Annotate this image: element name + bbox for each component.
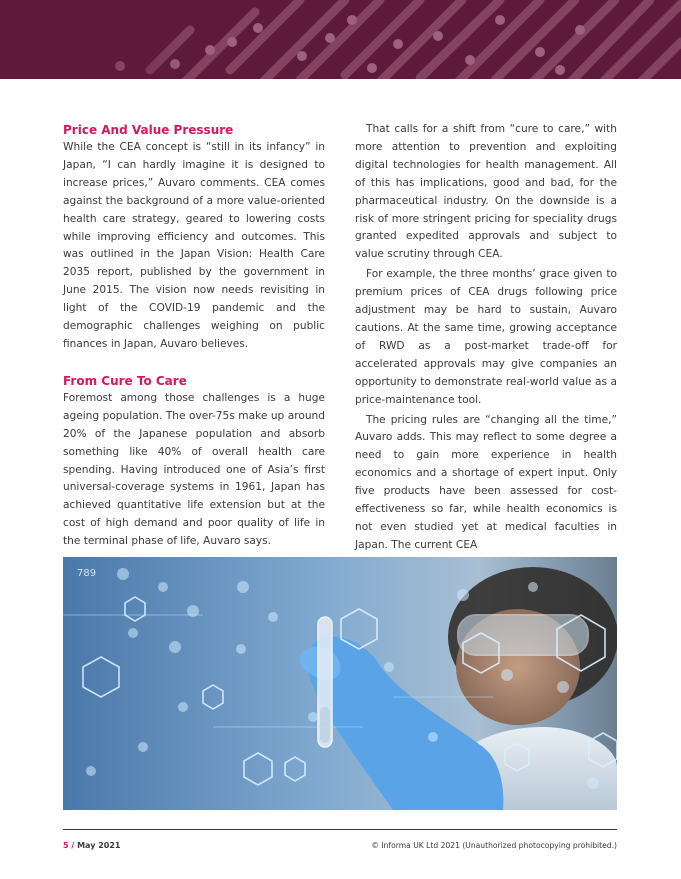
copyright-notice: © Informa UK Ltd 2021 (Unauthorized photocopying prohibited.) xyxy=(371,841,617,850)
photo-overlay-number: 789 xyxy=(77,568,97,579)
scientist-test-tube-photo xyxy=(63,557,617,810)
page-number: 5 xyxy=(63,841,69,850)
article-paragraph: For example, the three months’ grace given to premium prices of CEA drugs following price adjustment may be hard to sustain, Auvaro cautions. At the same time, growing acceptance of RWD as a post-market trade-off for accelerated approvals may give companies an opportunity to demonstrate real-world value as a price-maintenance tool. xyxy=(355,268,617,406)
banner-pattern xyxy=(0,0,681,79)
header-banner xyxy=(0,0,681,79)
section-heading-price-value: Price And Value Pressure xyxy=(63,123,234,137)
article-paragraph: That calls for a shift from “cure to care,” with more attention to prevention and exploiting digital technologies for health management. All of this has implications, good and bad, for the pharmaceutical industry. On the downside is a risk of more stringent pricing for speciality drugs granted expedited approvals and subject to value scrutiny through CEA. xyxy=(355,123,617,261)
article-paragraph: While the CEA concept is “still in its infancy” in Japan, “I can hardly imagine it is designed to increase prices,” Auvaro comments. CEA comes against the background of a more value-oriented health care strategy, geared to lowering costs while improving efficiency and outcomes. This was outlined in the Japan Vision: Health Care 2035 report, published by the government in June 2015. The vision now needs revisiting in light of the COVID-19 pandemic and the demographic challenges weighing on public finances in Japan, Auvaro believes. xyxy=(63,141,325,350)
article-left-column xyxy=(63,121,325,551)
footer-rule xyxy=(63,829,617,830)
issue-date: May 2021 xyxy=(77,841,121,850)
article-right-column xyxy=(355,121,617,555)
article-paragraph: Foremost among those challenges is a huge ageing population. The over-75s make up around 20% of the Japanese population and absorb something like 40% of overall health care spending. Having introduced one of Asia’s first universal-coverage systems in 1961, Japan has achieved quantitative life extension but at the cost of high demand and poor quality of life in the terminal phase of life, Auvaro says. xyxy=(63,391,325,548)
footer-page-info xyxy=(63,840,120,852)
page-separator: / xyxy=(68,841,78,850)
article-paragraph: The pricing rules are “changing all the time,” Auvaro adds. This may reflect to some degree a need to gain more experience in health economics and a shortage of expert input. Only five products have been assessed for cost-effectiveness so far, while health economics is not even studied yet at medical faculties in Japan. The current CEA xyxy=(355,413,617,551)
section-heading-cure-to-care: From Cure To Care xyxy=(63,373,187,388)
